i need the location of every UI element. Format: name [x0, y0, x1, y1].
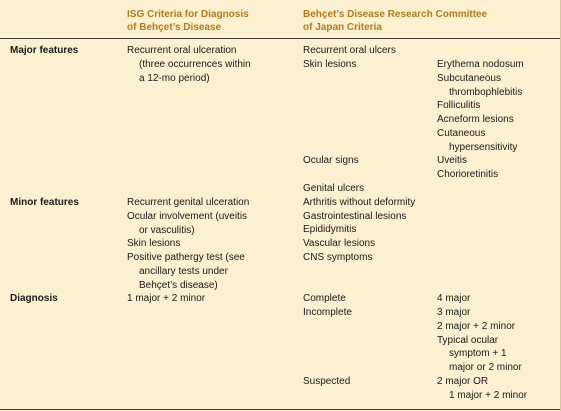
isg-diagnosis-cell: 1 major + 2 minor [127, 293, 206, 304]
cell-line: Positive pathergy test (see [127, 252, 245, 264]
cell-line: Epididymitis [303, 224, 357, 236]
isg-column-heading [127, 9, 249, 34]
cell-line: ancillary tests under [139, 265, 228, 277]
cell-line: Recurrent oral ulceration [127, 45, 237, 56]
isg-heading-line: ISG Criteria for Diagnosis [127, 9, 249, 20]
japan-heading-line: Behçet’s Disease Research Committee [303, 9, 488, 20]
cell-line: 2 major + 2 minor [437, 320, 516, 332]
cell-line: Folliculitis [437, 100, 481, 112]
cell-line: major or 2 minor [449, 362, 522, 374]
japan-column-heading [303, 9, 487, 34]
cell-line: 1 major + 2 minor [449, 389, 528, 401]
cell-line: Erythema nodosum [437, 59, 524, 70]
cell-line: CNS symptoms [303, 251, 373, 263]
row-label-minor: Minor features [10, 197, 79, 208]
cell-line: Uveitis [437, 155, 468, 166]
skin-lesion-details [437, 58, 524, 155]
table-header [0, 0, 560, 39]
cell-line: Subcutaneous [437, 72, 501, 84]
cell-line: 3 major [437, 307, 471, 318]
cell-line: Acneform lesions [437, 114, 514, 126]
cell-line: Cutaneous [437, 127, 486, 139]
japan-major-item: Skin lesions [303, 59, 357, 70]
japan-major-item: Recurrent oral ulcers [303, 45, 396, 56]
cell-line: thrombophlebitis [449, 86, 523, 98]
diagnosis-level-incomplete: Incomplete [303, 307, 352, 318]
cell-line: Behçet’s disease) [139, 279, 218, 291]
cell-line: Genital ulcers [303, 183, 365, 194]
diagnosis-level-complete: Complete [303, 293, 346, 304]
incomplete-criteria [437, 306, 522, 375]
cell-line: (three occurrences within [139, 58, 251, 70]
diagnosis-level-suspected: Suspected [303, 376, 351, 387]
japan-minor-cell [303, 182, 415, 265]
japan-major-item: Ocular signs [303, 155, 359, 166]
japan-heading-line: of Japan Criteria [303, 21, 382, 33]
cell-line: Ocular involvement (uveitis [127, 210, 248, 222]
isg-major-cell [127, 44, 251, 85]
row-label-diagnosis: Diagnosis [10, 293, 58, 304]
cell-line: or vasculitis) [139, 224, 195, 236]
isg-minor-cell [127, 196, 249, 293]
table-bottom-rule [0, 409, 560, 410]
cell-line: symptom + 1 [449, 348, 507, 360]
cell-line: Chorioretinitis [437, 168, 499, 180]
cell-line: Skin lesions [127, 238, 181, 250]
cell-line: Gastrointestinal lesions [303, 210, 407, 222]
table-body [0, 39, 560, 411]
cell-line: 2 major OR [437, 376, 489, 387]
cell-line: hypersensitivity [449, 141, 518, 153]
suspected-criteria [437, 375, 527, 403]
row-label-major: Major features [10, 45, 79, 56]
isg-heading-line: of Behçet’s Disease [127, 21, 222, 33]
cell-line: Arthritis without deformity [303, 196, 416, 208]
cell-line: a 12-mo period) [139, 72, 210, 84]
complete-criteria: 4 major [437, 293, 471, 304]
cell-line: Recurrent genital ulceration [127, 197, 250, 208]
cell-line: Typical ocular [437, 334, 499, 346]
ocular-sign-details [437, 154, 498, 182]
cell-line: Vascular lesions [303, 238, 376, 250]
